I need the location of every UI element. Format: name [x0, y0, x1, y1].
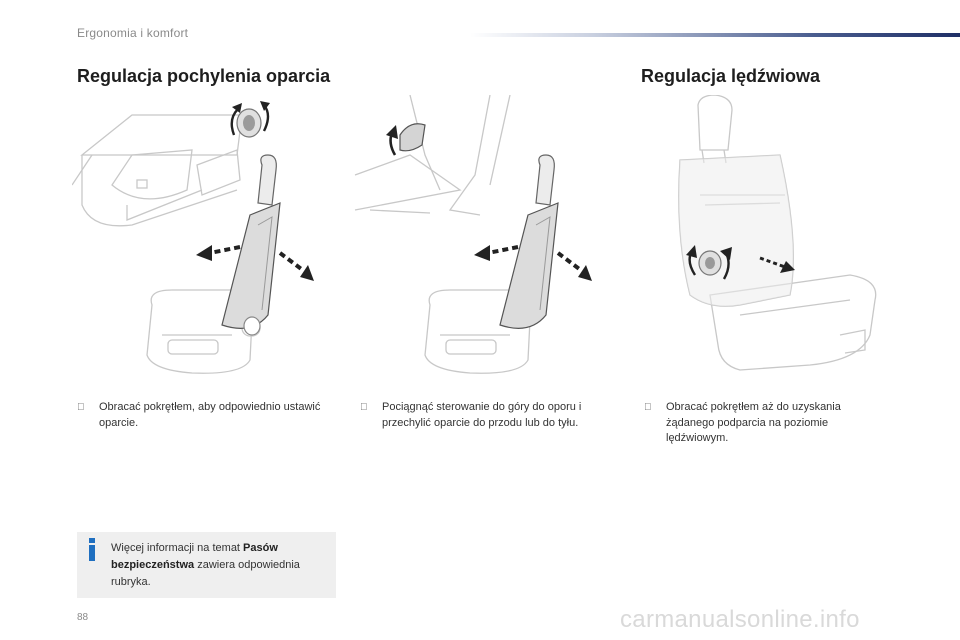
watermark: carmanualsonline.info	[620, 606, 860, 633]
info-text: Więcej informacji na temat Pasów bezpieczeństwa zawiera odpowiednia rubryka.	[111, 542, 300, 588]
illustration-lumbar-knob	[640, 95, 890, 380]
bullet-marker	[77, 400, 85, 416]
bullet-marker	[360, 400, 368, 416]
title-backrest-adjustment: Regulacja pochylenia oparcia	[77, 66, 331, 86]
info-icon	[85, 538, 99, 560]
instruction-text: Pociągnąć sterowanie do góry do oporu i przechylić oparcie do przodu lub do tyłu.	[382, 401, 582, 429]
section-header: Ergonomia i komfort	[77, 26, 189, 40]
title-lumbar-adjustment: Regulacja lędźwiowa	[641, 66, 821, 86]
bullet-marker	[644, 400, 652, 416]
illustration-backrest-knob	[72, 95, 332, 380]
knob-icon	[237, 109, 261, 137]
illustration-backrest-lever	[350, 95, 620, 380]
instruction-text: Obracać pokrętłem aż do uzyskania żądanego podparcia na poziomie lędźwiowym.	[666, 401, 841, 444]
instruction-text: Obracać pokrętłem, aby odpowiednio ustawić oparcie.	[99, 401, 321, 429]
info-box	[77, 532, 336, 598]
info-link-seatbelts: Pasów bezpieczeństwa	[111, 542, 278, 571]
knob-icon	[699, 251, 721, 275]
header-bar	[470, 33, 960, 37]
page-number: 88	[77, 612, 89, 623]
